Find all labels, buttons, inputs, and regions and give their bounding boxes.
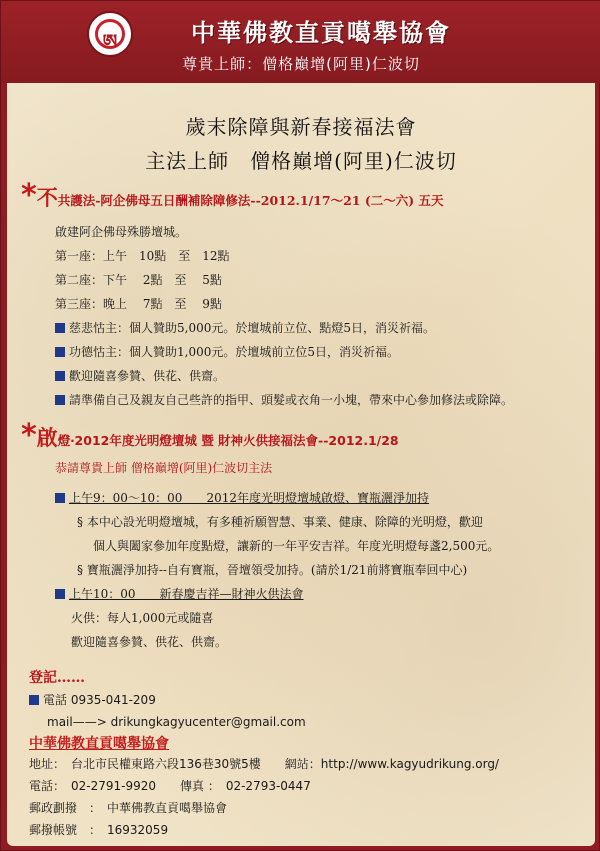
content-panel: [7, 83, 595, 846]
bullet-square: [55, 371, 65, 381]
section1-heading: [21, 178, 444, 213]
register-title: 登記……: [29, 670, 85, 686]
register-phone-text: 電話 0935-041-209: [43, 693, 156, 707]
sponsor-merit: [55, 343, 399, 360]
presiding-master: 主法上師 僧格巔增(阿里)仁波切: [145, 149, 457, 173]
item1-note-2: 個人與闔家參加年度點燈，讓新的一年平安吉祥。年度光明燈每盞2,500元。: [93, 539, 500, 553]
welcome-offerings: [55, 367, 225, 384]
section1-lead: 不: [36, 185, 58, 210]
event-title: 歲末除障與新春接福法會: [185, 115, 417, 139]
footer-phone-fax: 電話： 02-2791-9920 傳真 ： 02-2793-0447: [29, 779, 311, 793]
welcome-offerings-text: 歡迎隨喜參贊、供花、供齋。: [69, 369, 226, 383]
sponsor-compassion-text: 慈悲怙主：個人贊助5,000元。於壇城前立位、點燈5日，消災祈福。: [69, 321, 435, 335]
item2-note-1: 火供：每人1,000元或隨喜: [71, 611, 214, 625]
org-title: 中華佛教直貢噶舉協會: [191, 18, 451, 47]
item1-note-1: § 本中心設光明燈壇城，有多種祈願智慧、事業、健康、除障的光明燈，歡迎: [77, 515, 483, 529]
section1-star: *: [21, 178, 37, 213]
item2-title-text: 上午10：00 新春慶吉祥—財神火供法會: [69, 587, 304, 601]
session-3: 第三座：晚上 7點 至 9點: [55, 297, 222, 311]
section2-star: *: [21, 418, 37, 453]
register-mail[interactable]: mail——> drikungkagyucenter@gmail.com: [47, 715, 306, 729]
item1-note-3: § 寶瓶灑淨加持--自有寶瓶，晉壇領受加持。(請於1/21前將寶瓶奉回中心): [77, 563, 468, 577]
session-1: 第一座：上午 10點 至 12點: [55, 249, 230, 263]
footer-org-name: 中華佛教直貢噶舉協會: [29, 736, 169, 752]
preparation-note: [55, 391, 513, 408]
bullet-square: [55, 493, 65, 503]
bullet-square: [55, 347, 65, 357]
section1-title: 共護法-阿企佛母五日酬補除障修法--2012.1/17～21 (二～六) 五天: [57, 193, 444, 208]
association-logo: [87, 11, 133, 57]
register-phone: [29, 691, 156, 708]
master-line: 尊貴上師：僧格巔增(阿里)仁波切: [182, 55, 420, 73]
logo-glyph: ཨ: [102, 31, 118, 52]
footer-postal-transfer: 郵政劃撥 ： 中華佛教直貢噶舉協會: [29, 801, 228, 815]
footer-postal-account: 郵撥帳號 ： 16932059: [29, 823, 169, 837]
bullet-square: [55, 395, 65, 405]
section2-invite: 恭請尊貴上師 僧格巔增(阿里)仁波切主法: [55, 461, 273, 475]
section1-intro: 啟建阿企佛母殊勝壇城。: [55, 225, 188, 239]
sponsor-merit-text: 功德怙主：個人贊助1,000元。於壇城前立位5日，消災祈福。: [69, 345, 399, 359]
bullet-square: [55, 589, 65, 599]
item1-title-text: 上午9：00～10：00 2012年度光明燈壇城啟燈、寶瓶灑淨加持: [69, 491, 429, 505]
item1-title: [55, 489, 429, 506]
header-banner: [1, 1, 600, 83]
session-2: 第二座：下午 2點 至 5點: [55, 273, 222, 287]
bullet-square: [29, 695, 39, 705]
section2-heading: [21, 418, 399, 453]
preparation-note-text: 請準備自己及親友自己些許的指甲、頭髮或衣角一小塊，帶來中心參加修法或除障。: [69, 393, 514, 407]
item2-title: [55, 585, 304, 602]
item2-note-2: 歡迎隨喜參贊、供花、供齋。: [71, 635, 228, 649]
bullet-square: [55, 323, 65, 333]
sponsor-compassion: [55, 319, 435, 336]
section2-title: 燈‧2012年度光明燈壇城 暨 財神火供接福法會--2012.1/28: [57, 433, 399, 448]
section2-lead: 啟: [36, 425, 58, 450]
footer-address: 地址： 台北市民權東路六段136巷30號5樓 網站：http://www.kagyudrikung.org/: [29, 757, 499, 771]
